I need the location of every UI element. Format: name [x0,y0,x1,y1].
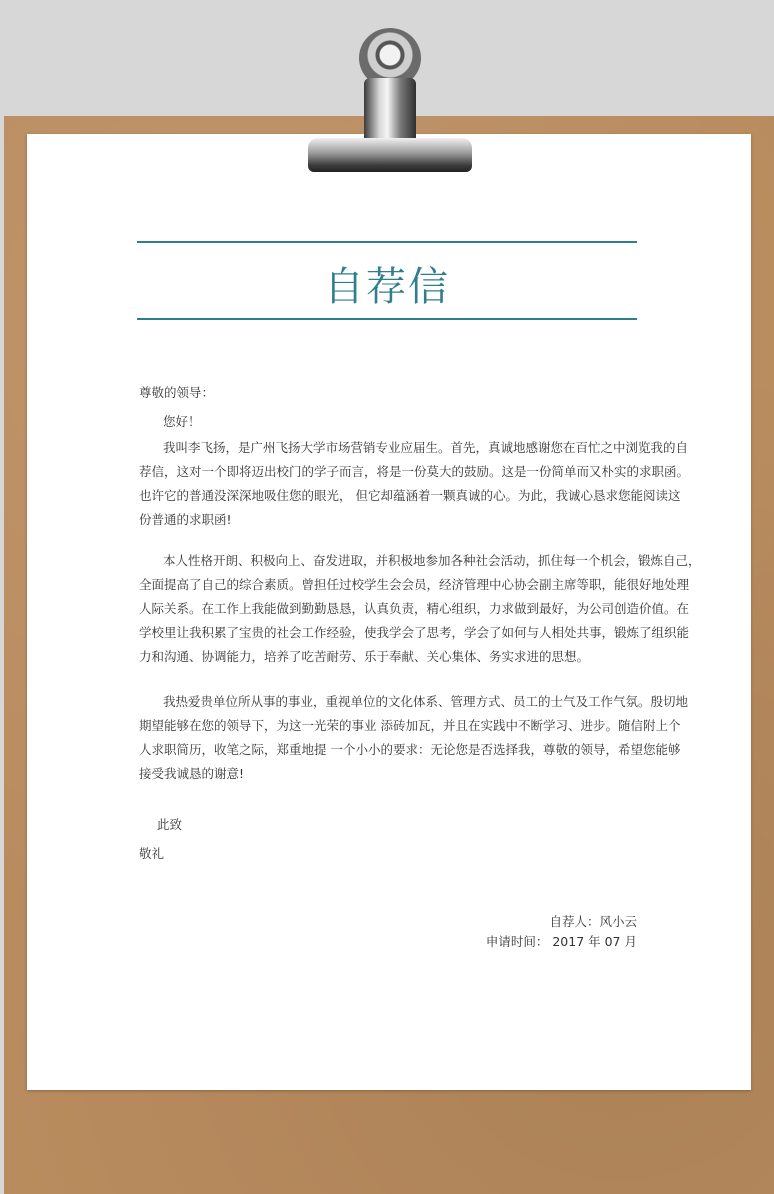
paragraph-3 [139,690,689,786]
paragraph-2 [139,549,701,669]
paragraph-line: 全面提高了自己的综合素质。曾担任过校学生会会员，经济管理中心协会副主席等职，能很好地处理 [139,577,690,592]
greeting: 您好！ [163,414,201,429]
closing-regards: 此致 [157,817,183,832]
paragraph-line: 也许它的普通没深深地吸住您的眼光， 但它却蕴涵着一颗真诚的心。为此，我诚心恳求您能阅读这 [139,488,681,503]
paragraph-line: 本人性格开朗、积极向上、奋发进取，并积极地参加各种社会活动，抓住每一个机会，锻炼自己， [163,553,701,568]
paragraph-line: 荐信，这对一个即将迈出校门的学子而言，将是一份莫大的鼓励。这是一份简单而又朴实的求职函。 [139,464,690,479]
paragraph-line: 人求职简历，收笔之际，郑重地提 一个小小的要求：无论您是否选择我，尊敬的领导，希望您能够 [139,742,681,757]
letter-title: 自荐信 [324,264,450,310]
paragraph-1 [139,436,690,532]
closing-salute: 敬礼 [139,846,165,861]
paragraph-line: 期望能够在您的领导下，为这一光荣的事业 添砖加瓦，并且在实践中不断学习、进步。随信附上个 [139,718,681,733]
application-date: 申请时间： 2017 年 07 月 [485,934,637,949]
paragraph-line: 我叫李飞扬，是广州飞扬大学市场营销专业应届生。首先，真诚地感谢您在百忙之中浏览我的自 [163,440,689,455]
paragraph-line: 力和沟通、协调能力，培养了吃苦耐劳、乐于奉献、关心集体、务实求进的思想。 [139,649,590,664]
paragraph-line: 接受我诚恳的谢意! [139,766,245,781]
paragraph-line: 我热爱贵单位所从事的事业，重视单位的文化体系、管理方式、员工的士气及工作气氛。殷切地 [163,694,689,709]
signer: 自荐人：风小云 [549,914,637,929]
paragraph-line: 份普通的求职函! [139,512,232,527]
title-rule-bottom [137,318,637,320]
title-rule-top [137,241,637,243]
binder-clip-icon [300,28,480,178]
paragraph-line: 人际关系。在工作上我能做到勤勤恳恳，认真负责，精心组织，力求做到最好，为公司创造价值。在 [139,601,690,616]
paragraph-line: 学校里让我积累了宝贵的社会工作经验，使我学会了思考，学会了如何与人相处共事，锻炼了组织能 [139,625,690,640]
salutation: 尊敬的领导： [139,385,215,400]
